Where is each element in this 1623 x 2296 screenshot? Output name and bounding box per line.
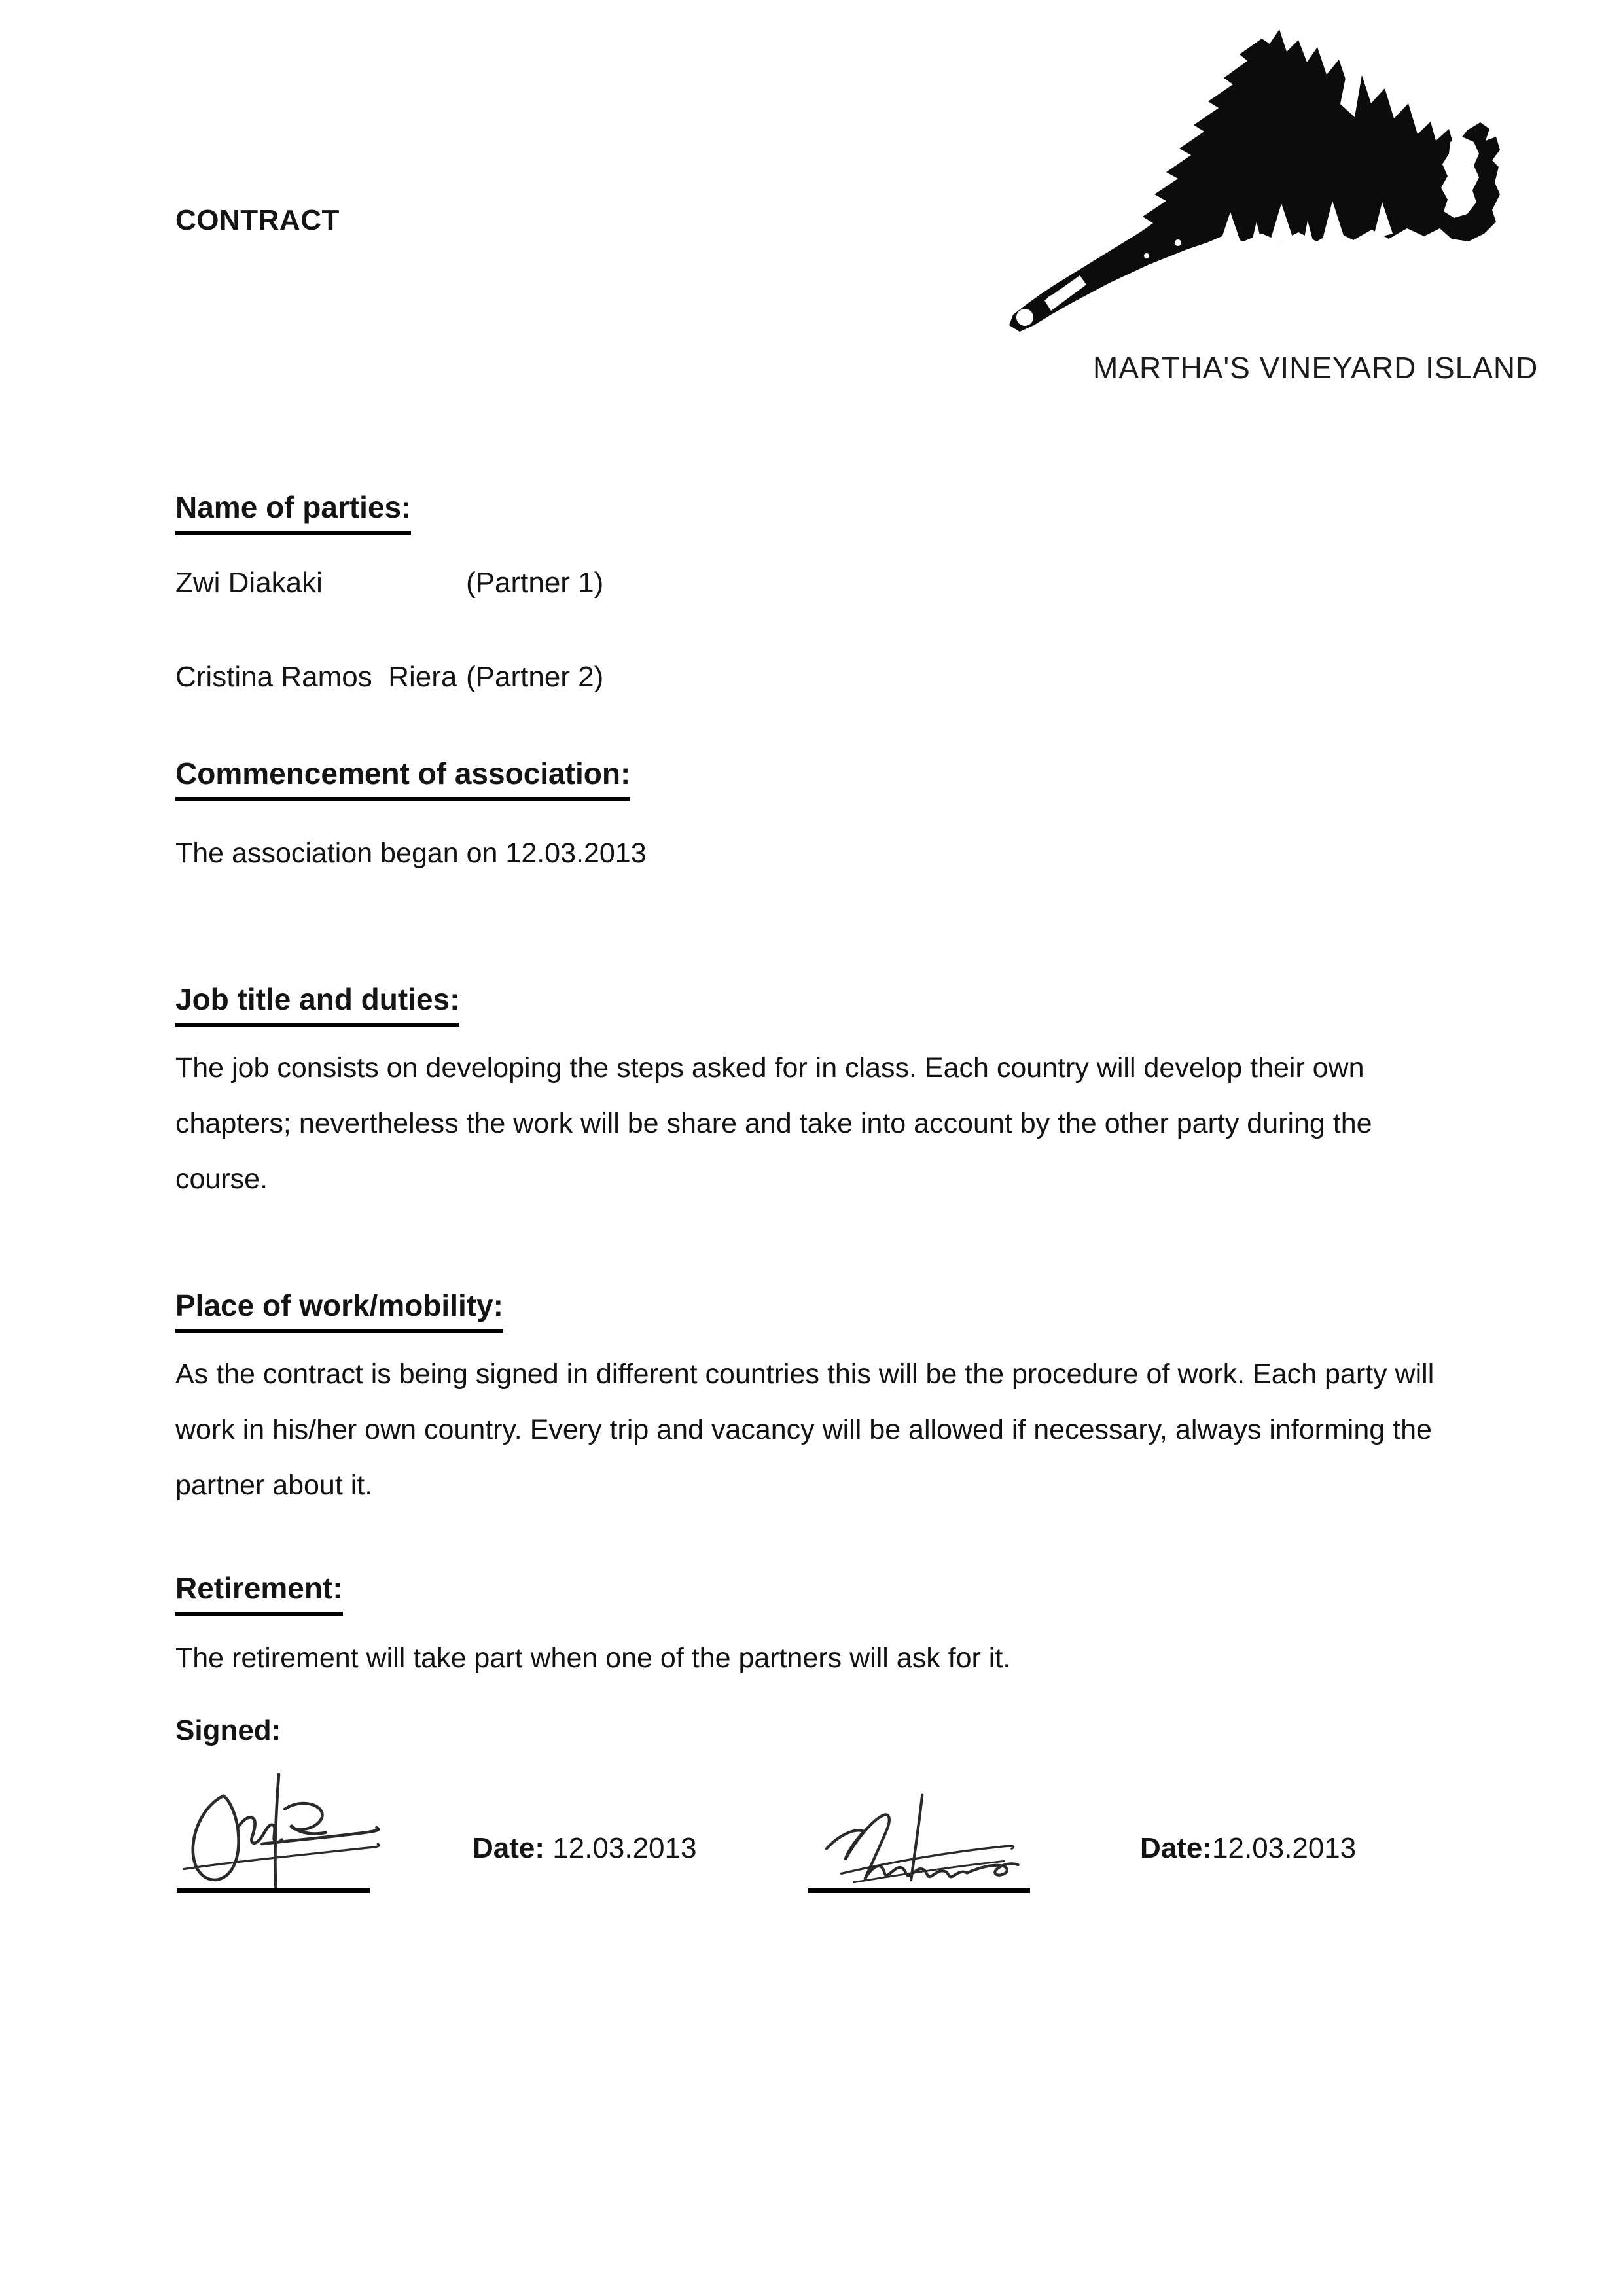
party-1-name: Zwi Diakaki <box>175 567 323 599</box>
heading-name-of-parties: Name of parties: <box>175 489 411 535</box>
signature-partner-1-image <box>178 1765 394 1894</box>
party-1-role: (Partner 1) <box>466 567 604 599</box>
signed-label: Signed: <box>175 1714 281 1746</box>
date-1-value: 12.03.2013 <box>544 1832 697 1864</box>
job-line-1: The job consists on developing the steps asked for in class. Each country will develop their own <box>175 1052 1364 1084</box>
place-line-2: work in his/her own country. Every trip and vacancy will be allowed if necessary, always informing the <box>175 1414 1432 1445</box>
heading-job-title: Job title and duties: <box>175 981 459 1027</box>
retirement-paragraph <box>175 1631 1010 1686</box>
party-row-2 <box>175 661 603 694</box>
job-paragraph <box>175 1040 1372 1207</box>
signature-2-underline <box>808 1888 1030 1893</box>
marthas-vineyard-island-map <box>982 25 1512 347</box>
signature-partner-2-image <box>817 1792 1033 1891</box>
retirement-line: The retirement will take part when one of the partners will ask for it. <box>175 1642 1011 1674</box>
place-paragraph <box>175 1347 1434 1513</box>
heading-retirement: Retirement: <box>175 1570 343 1616</box>
job-line-3: course. <box>175 1163 268 1195</box>
date-2-label: Date: <box>1140 1832 1213 1864</box>
commencement-line: The association began on 12.03.2013 <box>175 838 647 869</box>
date-block-2 <box>1140 1832 1356 1865</box>
place-line-1: As the contract is being signed in different countries this will be the procedure of work. Each party will <box>175 1358 1435 1390</box>
date-1-label: Date: <box>473 1832 545 1864</box>
date-2-value: 12.03.2013 <box>1212 1832 1357 1864</box>
commencement-paragraph <box>175 826 647 881</box>
heading-place-of-work: Place of work/mobility: <box>175 1288 503 1333</box>
date-block-1 <box>473 1832 696 1865</box>
place-line-3: partner about it. <box>175 1470 373 1501</box>
party-2-name: Cristina Ramos Riera <box>175 661 457 693</box>
heading-commencement: Commencement of association: <box>175 756 630 801</box>
document-title: CONTRACT <box>175 204 340 236</box>
job-line-2: chapters; nevertheless the work will be share and take into account by the other party during the <box>175 1108 1372 1139</box>
island-caption: MARTHA'S VINEYARD ISLAND <box>1093 351 1539 385</box>
party-row-1 <box>175 567 603 599</box>
party-2-role: (Partner 2) <box>466 661 604 693</box>
signature-1-underline <box>177 1888 370 1893</box>
